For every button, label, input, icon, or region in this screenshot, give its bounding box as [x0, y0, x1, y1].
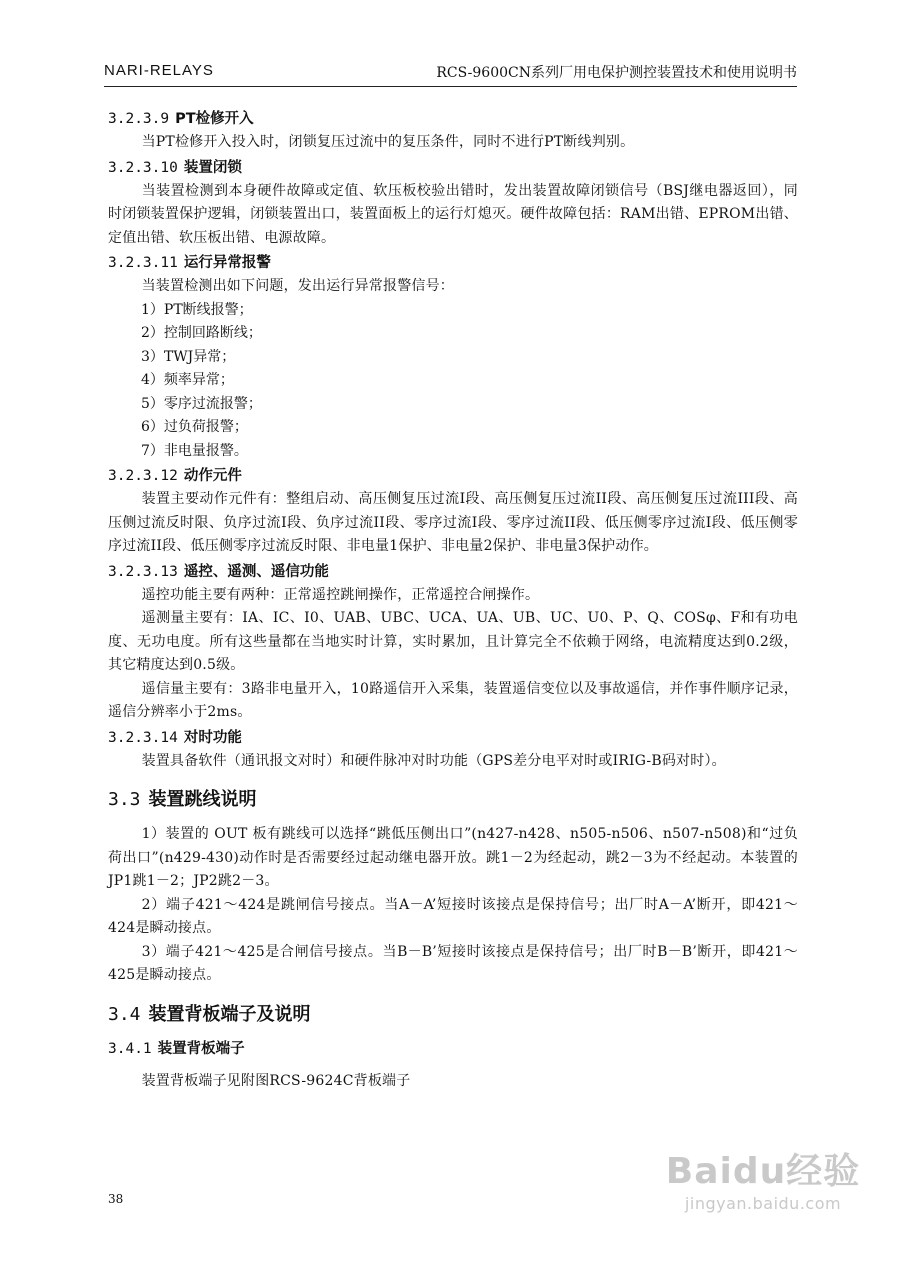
watermark-url: jingyan.baidu.com	[684, 1194, 842, 1213]
section-heading-32314	[108, 727, 798, 749]
list-item: 4）频率异常；	[141, 372, 234, 388]
section-title: 装置背板端子及说明	[148, 1003, 311, 1025]
paragraph: 2）端子421～424是跳闸信号接点。当A－A’短接时该接点是保持信号；出厂时A－A’断开，即421～424是瞬动接点。	[108, 896, 798, 936]
alarm-list	[108, 299, 798, 464]
section-title: 对时功能	[183, 729, 242, 746]
section-number: 3.2.3.9	[108, 111, 170, 127]
paragraph: 1）装置的 OUT 板有跳线可以选择“跳低压侧出口”(n427-n428、n505-n506、n507-n508)和“过负荷出口”(n429-430)动作时是否需要经过起动继电器开放。跳1－2为经起动，跳2－3为不经起动。本装置的JP1跳1－2；JP2跳2－3。	[108, 826, 798, 889]
section-heading-32313	[108, 561, 798, 583]
paragraph: 当PT检修开入投入时，闭锁复压过流中的复压条件，同时不进行PT断线判别。	[141, 134, 635, 150]
section-number: 3.4	[108, 1003, 141, 1025]
section-title: 装置背板端子	[157, 1040, 245, 1057]
paragraph: 当装置检测出如下问题，发出运行异常报警信号：	[141, 278, 454, 294]
paragraph: 遥控功能主要有两种：正常遥控跳闸操作，正常遥控合闸操作。	[141, 586, 540, 603]
list-item: 6）过负荷报警；	[141, 419, 248, 435]
section-number: 3.4.1	[108, 1040, 152, 1057]
baidu-jingyan-watermark	[663, 1150, 863, 1240]
list-item: 3）TWJ异常；	[141, 348, 236, 365]
list-item: 5）零序过流报警；	[141, 395, 262, 412]
section-heading-33	[108, 787, 798, 813]
paragraph: 当装置检测到本身硬件故障或定值、软压板校验出错时，发出装置故障闭锁信号（BSJ继电器返回），同时闭锁装置保护逻辑，闭锁装置出口，装置面板上的运行灯熄灭。硬件故障包括：RAM出错、EPROM出错、定值出错、软压板出错、电源故障。	[108, 182, 798, 246]
paragraph: 3）端子421～425是合闸信号接点。当B－B’短接时该接点是保持信号；出厂时B－B’断开，即421～425是瞬动接点。	[108, 943, 798, 983]
list-item: 7）非电量报警。	[141, 442, 248, 459]
header-divider	[104, 86, 797, 87]
section-title: 装置跳线说明	[148, 789, 257, 810]
page-body	[108, 106, 798, 1093]
section-number: 3.2.3.11	[108, 255, 178, 271]
section-heading-32311	[108, 252, 798, 274]
header-document-title: RCS-9600CN系列厂用电保护测控装置技术和使用说明书	[436, 65, 797, 81]
section-title: 装置闭锁	[183, 159, 242, 176]
section-title: 动作元件	[183, 468, 242, 484]
page-number: 38	[108, 1192, 124, 1206]
watermark-logo: Baidu经验	[665, 1151, 861, 1192]
paragraph: 装置背板端子见附图RCS-9624C背板端子	[141, 1072, 411, 1089]
section-heading-34	[108, 1002, 798, 1028]
section-number: 3.2.3.10	[108, 159, 178, 176]
section-number: 3.2.3.13	[108, 563, 178, 580]
section-heading-3239	[108, 108, 798, 130]
paragraph: 装置主要动作元件有：整组启动、高压侧复压过流I段、高压侧复压过流II段、高压侧复压过流III段、高压侧过流反时限、负序过流I段、负序过流II段、零序过流I段、零序过流II段、低压侧零序过流I段、低压侧零序过流II段、低压侧零序过流反时限、非电量1保护、非电量2保护、非电量3保护动作。	[108, 491, 798, 554]
section-number: 3.2.3.12	[108, 468, 178, 484]
paragraph: 遥测量主要有：IA、IC、I0、UAB、UBC、UCA、UA、UB、UC、U0、P、Q、COSφ、F和有功电度、无功电度。所有这些量都在当地实时计算，实时累加，且计算完全不依赖于网络，电流精度达到0.2级，其它精度达到0.5级。	[108, 610, 798, 673]
section-heading-32310	[108, 157, 798, 179]
list-item: 1）PT断线报警；	[141, 301, 253, 318]
paragraph: 装置具备软件（通讯报文对时）和硬件脉冲对时功能（GPS差分电平对时或IRIG-B码对时）。	[141, 752, 726, 769]
section-title: 运行异常报警	[183, 255, 271, 271]
section-heading-32312	[108, 465, 798, 487]
section-title: PT检修开入	[175, 111, 254, 127]
section-number: 3.2.3.14	[108, 729, 178, 746]
paragraph: 遥信量主要有：3路非电量开入，10路遥信开入采集，装置遥信变位以及事故遥信，并作事件顺序记录，遥信分辨率小于2ms。	[108, 680, 798, 720]
section-heading-341	[108, 1038, 798, 1060]
header-brand: NARI-RELAYS	[104, 62, 214, 79]
section-title: 遥控、遥测、遥信功能	[183, 563, 329, 580]
section-number: 3.3	[108, 789, 141, 810]
list-item: 2）控制回路断线；	[141, 325, 262, 341]
